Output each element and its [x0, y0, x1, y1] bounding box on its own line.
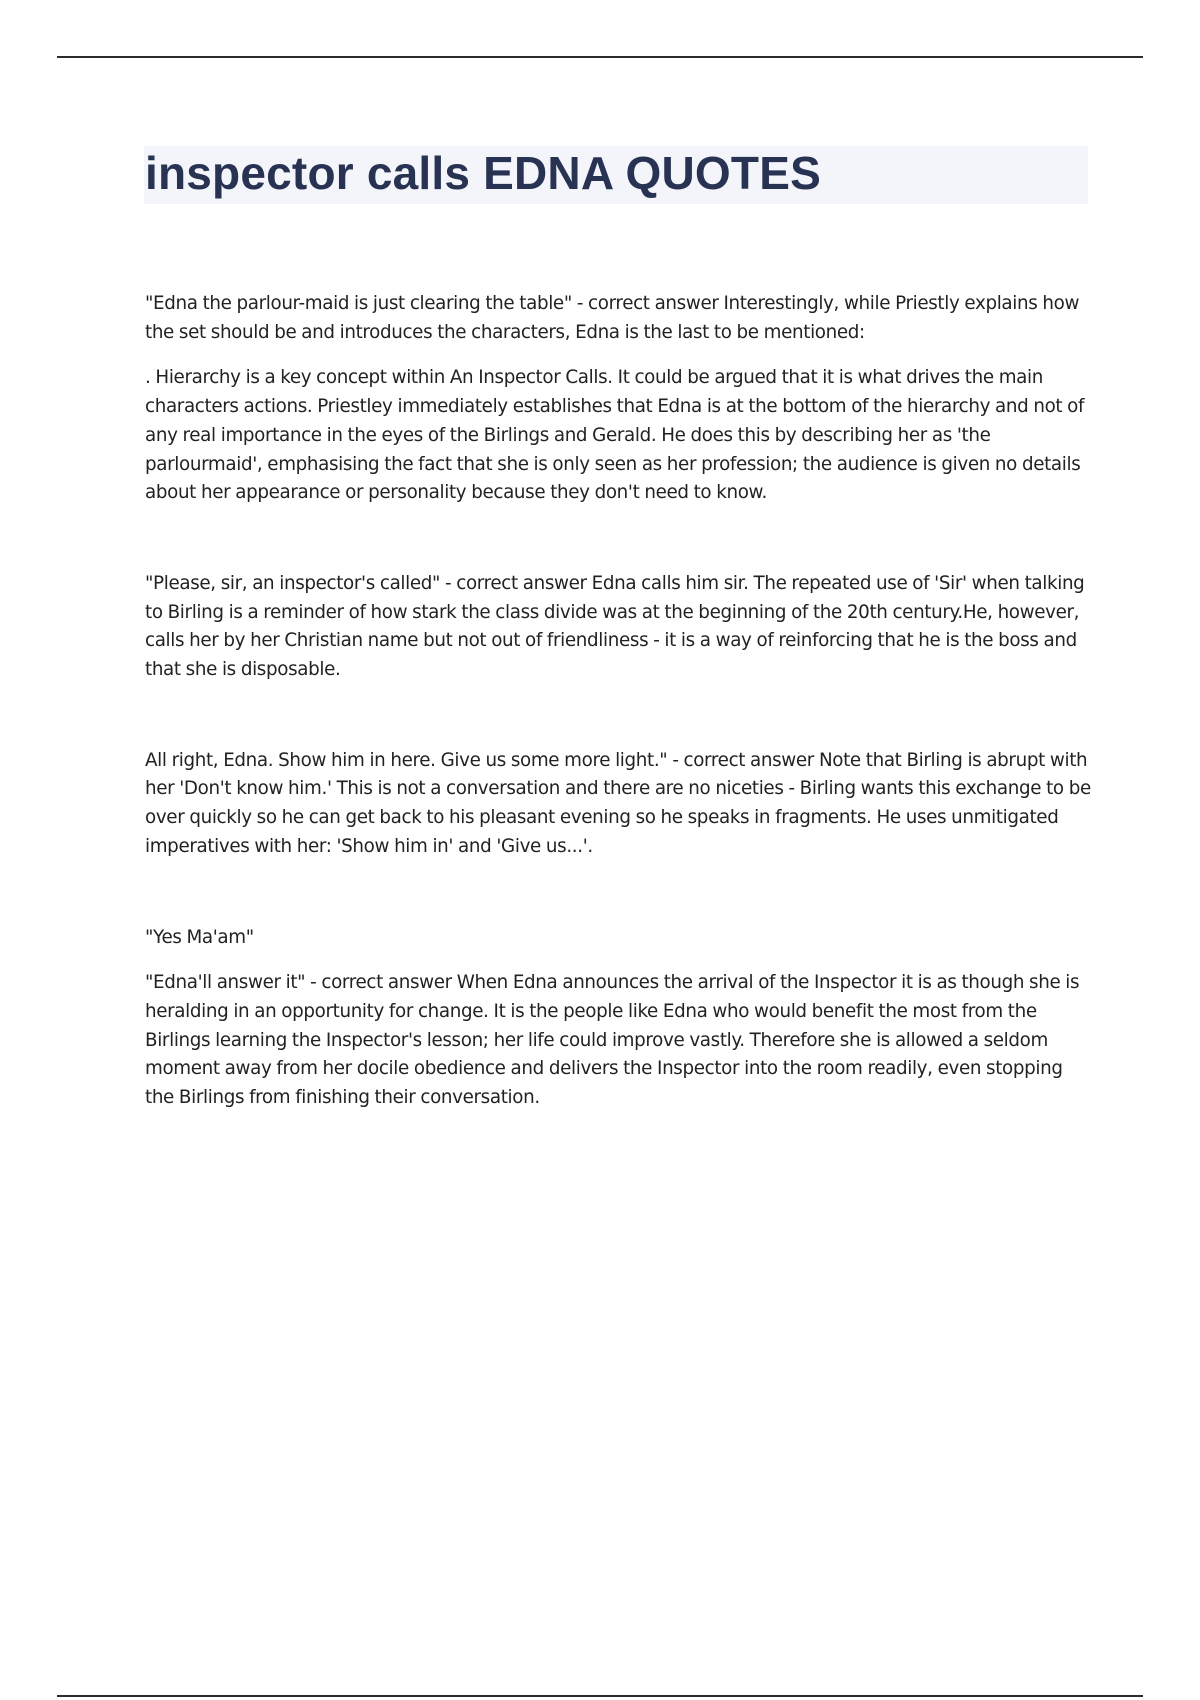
- paragraph-all-right-edna-quote: All right, Edna. Show him in here. Give us some more light." - correct answer Note that Birling is abrupt with her 'Don't know him.' This is not a conversation and there are no niceties - Birling wants this exchange to be over quickly so he can get back to his pleasant evening so he speaks in fragments. He uses unmitigated imperatives with her: 'Show him in' and 'Give us...'.: [145, 749, 1091, 857]
- paragraph-parlour-maid-quote: "Edna the parlour-maid is just clearing the table" - correct answer Interestingly, while Priestly explains how the set should be and introduces the characters, Edna is the last to be mentioned:: [145, 293, 1080, 343]
- paragraph-inspector-called-quote: "Please, sir, an inspector's called" - correct answer Edna calls him sir. The repeated use of 'Sir' when talking to Birling is a reminder of how stark the class divide was at the beginning of the 20th century.He, however, calls her by her Christian name but not out of friendliness - it is a way of reinforcing that he is the boss and that she is disposable.: [145, 572, 1085, 681]
- document-body: [145, 290, 1091, 1113]
- document-title: inspector calls EDNA QUOTES: [145, 147, 821, 199]
- bottom-divider: [57, 1695, 1143, 1697]
- paragraph-ednall-answer-quote: "Edna'll answer it" - correct answer When Edna announces the arrival of the Inspector it is as though she is heralding in an opportunity for change. It is the people like Edna who would benefit the most from the Birlings learning the Inspector's lesson; her life could improve vastly. Therefore she is allowed a seldom moment away from her docile obedience and delivers the Inspector into the room readily, even stopping the Birlings from finishing their conversation.: [145, 972, 1080, 1109]
- paragraph-yes-maam-quote: "Yes Ma'am": [145, 926, 254, 948]
- top-divider: [57, 56, 1143, 58]
- paragraph-hierarchy-analysis: . Hierarchy is a key concept within An Inspector Calls. It could be argued that it is what drives the main characters actions. Priestley immediately establishes that Edna is at the bottom of the hierarchy and not of any real importance in the eyes of the Birlings and Gerald. He does this by describing her as 'the parlourmaid', emphasising the fact that she is only seen as her profession; the audience is given no details about her appearance or personality because they don't need to know.: [145, 367, 1085, 504]
